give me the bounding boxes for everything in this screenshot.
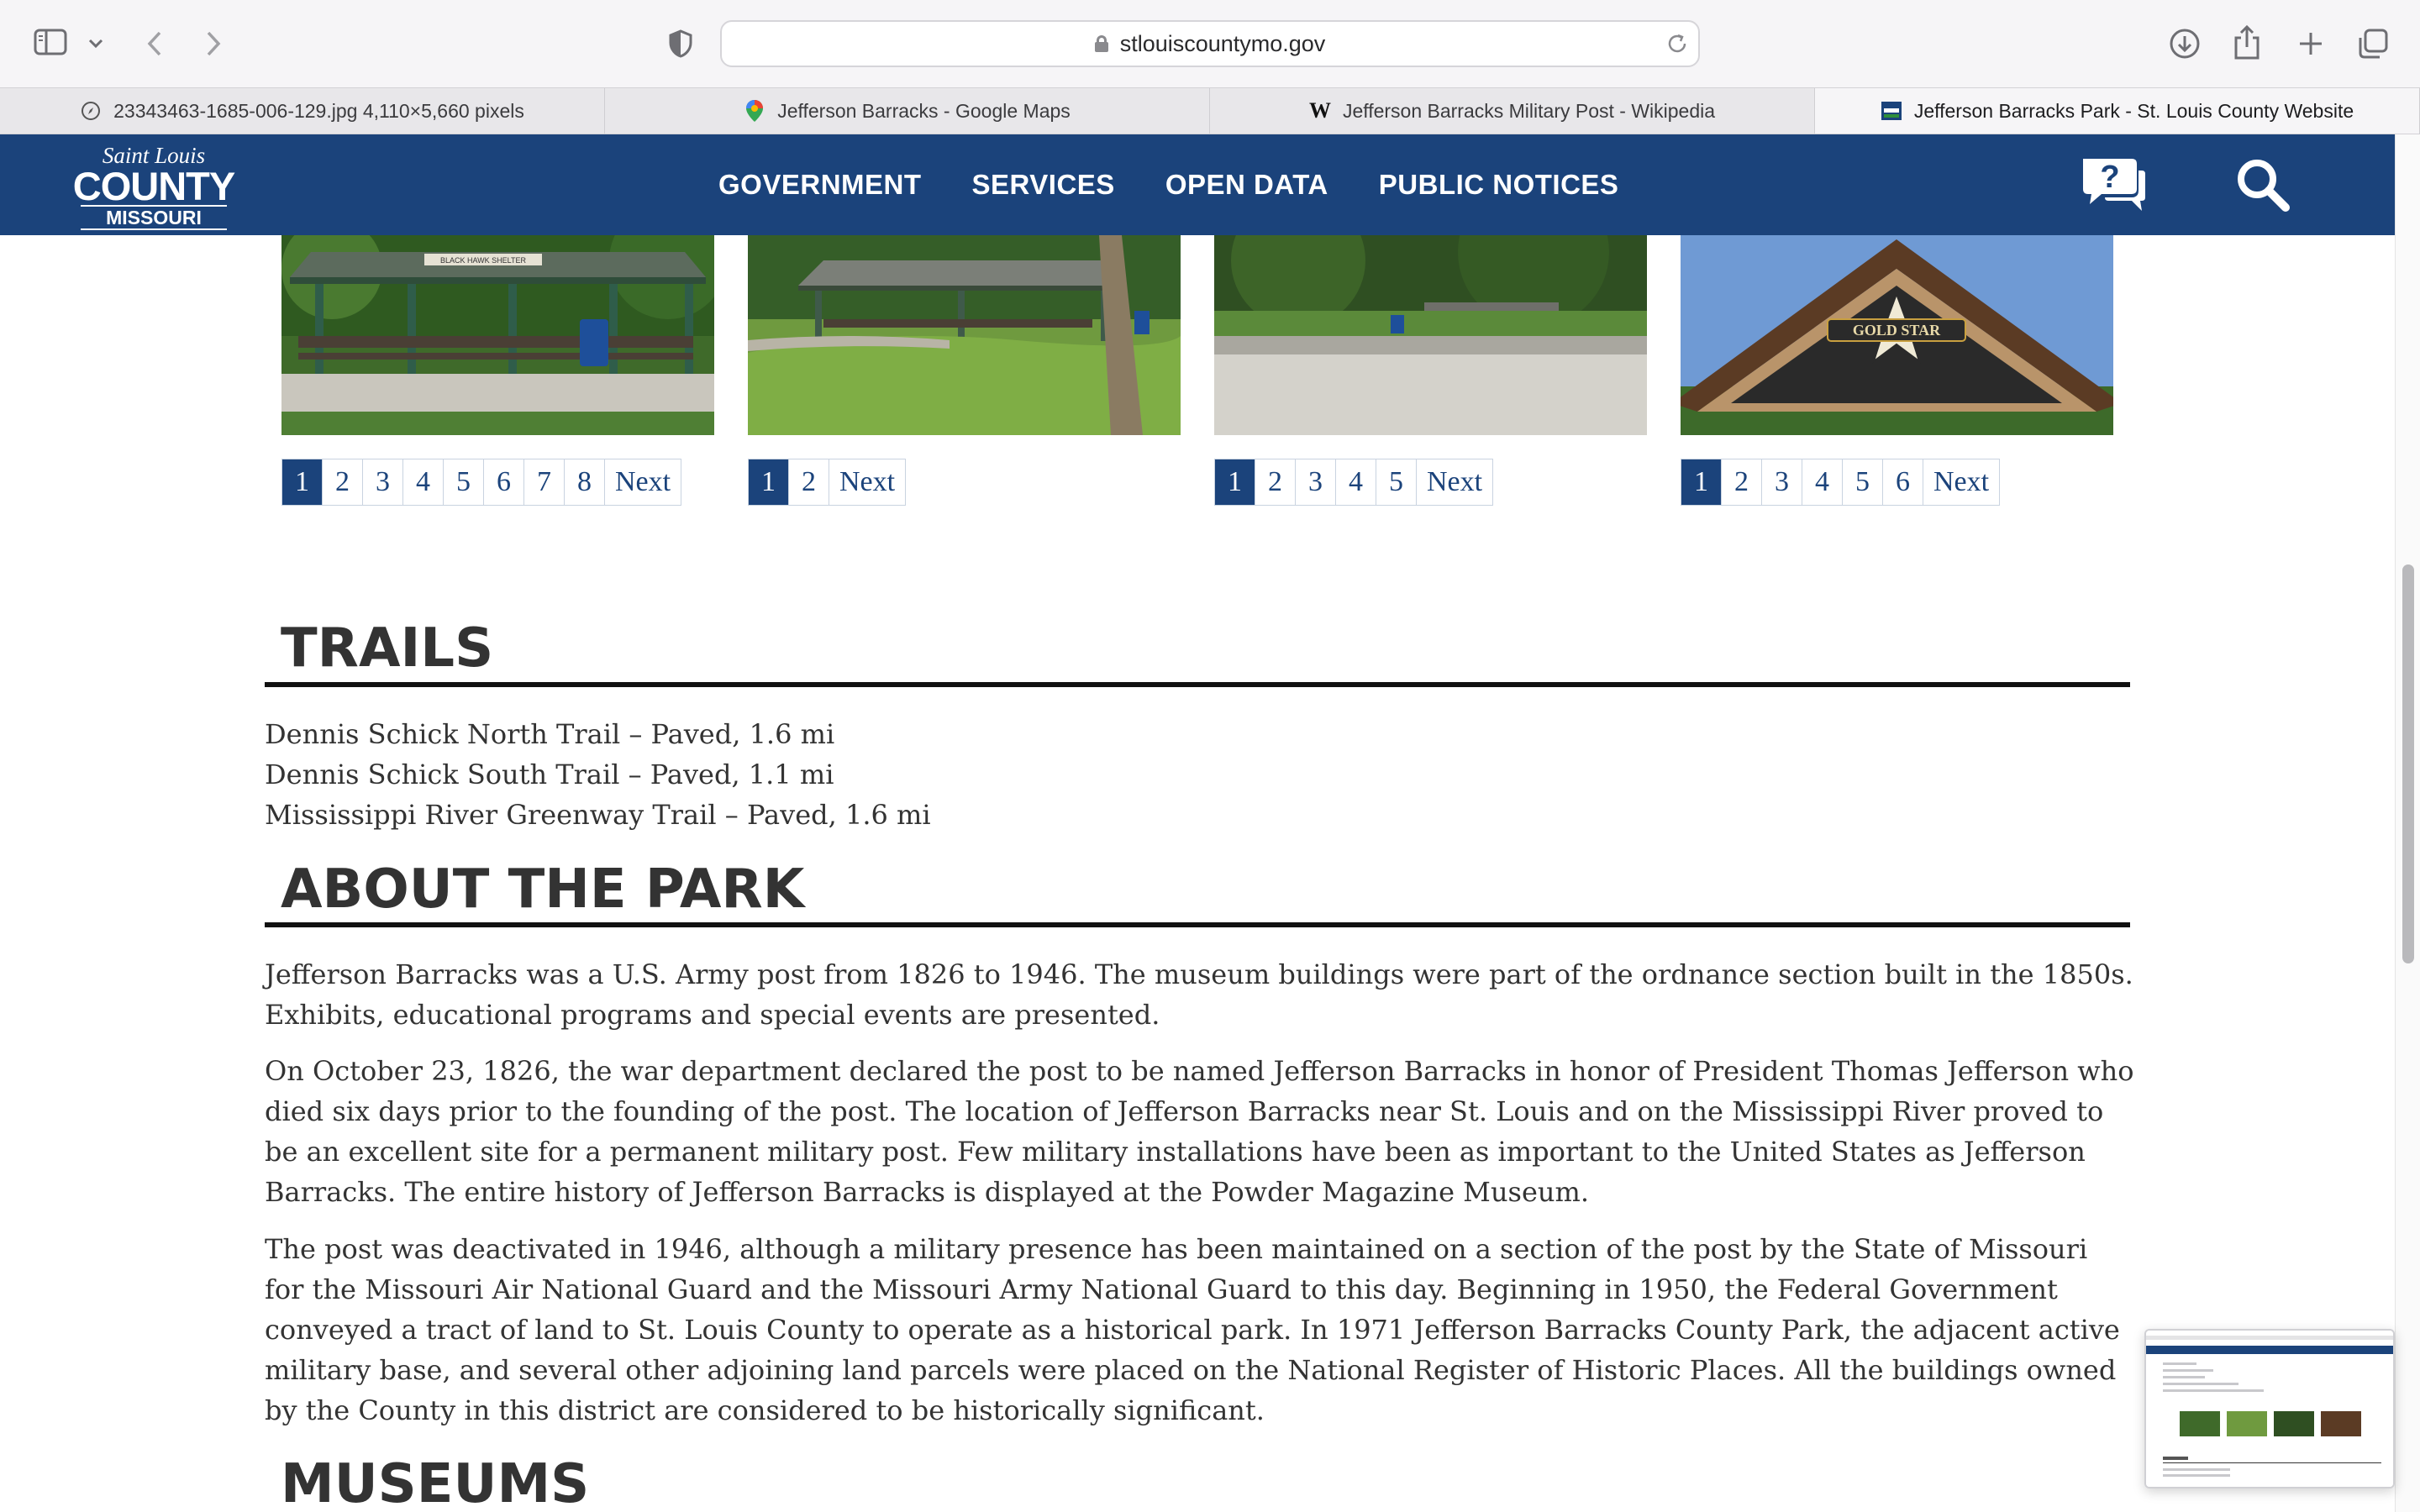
privacy-shield-icon[interactable] [664, 27, 697, 60]
search-icon[interactable] [2233, 155, 2301, 214]
page-thumbnail-preview[interactable] [2144, 1329, 2395, 1488]
about-paragraph-3: The post was deactivated in 1946, although a military presence has been maintained on a section of the post by the State of Missouri for the Missouri Air National Guard and the Missouri Army National Guard to this day. Beginning in 1950, the Federal Government conveyed a tract of land to St. Louis County to operate as a historical park. In 1971 Jefferson Barracks County Park, the adjacent active military base, and several other adjoining land parcels were placed on the National Register of Historic Places. All the buildings owned by the County in this district are considered to be historically significant. [265, 1233, 2120, 1426]
shelter-photo-4[interactable] [1681, 235, 2113, 435]
chevron-down-icon[interactable] [84, 32, 108, 55]
about-divider [265, 922, 2130, 927]
tab-image[interactable] [0, 88, 605, 134]
trail-list [265, 714, 1273, 835]
help-chat-icon[interactable] [2080, 155, 2147, 214]
page-button[interactable]: 7 [524, 459, 565, 505]
gallery-pager-2 [748, 459, 906, 506]
page-button[interactable]: 6 [1883, 459, 1923, 505]
shelter-photo-2[interactable] [748, 235, 1181, 435]
about-paragraph-1: Jefferson Barracks was a U.S. Army post from 1826 to 1946. The museum buildings were part of the ordnance section built in the 1850s. Exhibits, educational programs and special events are presented. [265, 958, 2133, 1031]
url-text: stlouiscountymo.gov [1119, 30, 1326, 56]
logo-bottom-text: MISSOURI [81, 205, 227, 230]
next-page-button[interactable]: Next [605, 459, 681, 505]
about-heading: ABOUT THE PARK [281, 858, 805, 921]
page-button[interactable]: 5 [1843, 459, 1883, 505]
county-favicon-icon [1881, 100, 1902, 122]
page-button[interactable]: 8 [565, 459, 605, 505]
page-scrollbar[interactable] [2395, 134, 2420, 1512]
shelter-photo-3[interactable] [1214, 235, 1647, 435]
tab-label: Jefferson Barracks Military Post - Wikipedia [1342, 99, 1716, 122]
svg-text:?: ? [2100, 160, 2120, 195]
trail-item: Dennis Schick North Trail – Paved, 1.6 mi [265, 718, 835, 750]
tab-label: Jefferson Barracks - Google Maps [777, 99, 1071, 122]
tab-bar [0, 87, 2420, 134]
address-bar[interactable] [720, 20, 1700, 67]
page-button[interactable]: 6 [484, 459, 524, 505]
next-page-button[interactable]: Next [829, 459, 905, 505]
site-header [0, 134, 2395, 235]
page-button[interactable]: 3 [363, 459, 403, 505]
page-button[interactable]: 3 [1762, 459, 1802, 505]
scroll-thumb[interactable] [2402, 564, 2414, 963]
shelter-sign-text: BLACK HAWK SHELTER [439, 256, 527, 265]
page-button[interactable]: 5 [444, 459, 484, 505]
shelter-photo-1[interactable] [281, 235, 714, 435]
reload-icon[interactable] [1664, 30, 1691, 57]
page-button[interactable]: 4 [1336, 459, 1376, 505]
page-button[interactable]: 1 [749, 459, 789, 505]
share-icon[interactable] [2230, 22, 2264, 62]
page-button[interactable]: 1 [1215, 459, 1255, 505]
nav-services[interactable]: SERVICES [971, 169, 1115, 200]
gallery-pager-4 [1681, 459, 2000, 506]
compass-icon [80, 100, 102, 122]
trail-item: Mississippi River Greenway Trail – Paved, 1.6 mi [265, 799, 931, 831]
tab-overview-icon[interactable] [2354, 25, 2391, 62]
nav-government[interactable]: GOVERNMENT [718, 169, 922, 200]
sidebar-toggle-icon[interactable] [32, 27, 69, 57]
page-button[interactable]: 4 [403, 459, 444, 505]
nav-open-data[interactable]: OPEN DATA [1165, 169, 1328, 200]
back-arrow-icon[interactable] [139, 27, 170, 60]
lock-icon [1095, 35, 1108, 52]
page-button[interactable]: 2 [323, 459, 363, 505]
museums-heading: MUSEUMS [281, 1453, 590, 1512]
page-button[interactable]: 1 [1681, 459, 1722, 505]
browser-toolbar [0, 0, 2420, 87]
maps-pin-icon [744, 100, 765, 122]
page-button[interactable]: 2 [789, 459, 829, 505]
forward-arrow-icon[interactable] [198, 27, 229, 60]
gallery-pager-3 [1214, 459, 1493, 506]
next-page-button[interactable]: Next [1923, 459, 1999, 505]
tab-wikipedia[interactable] [1210, 88, 1815, 134]
tab-label: 23343463-1685-006-129.jpg 4,110×5,660 pixels [113, 99, 524, 122]
logo-top-text: Saint Louis [102, 143, 206, 168]
main-nav [718, 134, 1618, 235]
nav-public-notices[interactable]: PUBLIC NOTICES [1378, 169, 1619, 200]
page-button[interactable]: 3 [1296, 459, 1336, 505]
tab-label: Jefferson Barracks Park - St. Louis County Website [1913, 99, 2354, 122]
new-tab-plus-icon[interactable] [2294, 27, 2328, 60]
page-button[interactable]: 1 [282, 459, 323, 505]
county-logo[interactable] [66, 143, 242, 227]
download-icon[interactable] [2166, 25, 2203, 62]
page-button[interactable]: 2 [1255, 459, 1296, 505]
wikipedia-icon: W [1308, 98, 1331, 123]
trail-item: Dennis Schick South Trail – Paved, 1.1 mi [265, 759, 834, 790]
trails-divider [265, 682, 2130, 687]
shelter-sign-text: GOLD STAR [1852, 322, 1941, 339]
logo-mid-text: COUNTY [72, 164, 235, 208]
trails-heading: TRAILS [281, 617, 494, 680]
next-page-button[interactable]: Next [1417, 459, 1492, 505]
page-button[interactable]: 5 [1376, 459, 1417, 505]
about-paragraph-2: On October 23, 1826, the war department declared the post to be named Jefferson Barracks in honor of President Thomas Jefferson who died six days prior to the founding of the post. The location of Jefferson Barracks near St. Louis and on the Mississippi River proved to be an excellent site for a permanent military post. Few military installations have been as important to the United States as Jefferson Barracks. The entire history of Jefferson Barracks is displayed at the Powder Magazine Museum. [265, 1055, 2134, 1208]
gallery-pager-1 [281, 459, 681, 506]
page-button[interactable]: 4 [1802, 459, 1843, 505]
page-button[interactable]: 2 [1722, 459, 1762, 505]
tab-google-maps[interactable] [605, 88, 1210, 134]
tab-county-website[interactable] [1815, 88, 2420, 134]
